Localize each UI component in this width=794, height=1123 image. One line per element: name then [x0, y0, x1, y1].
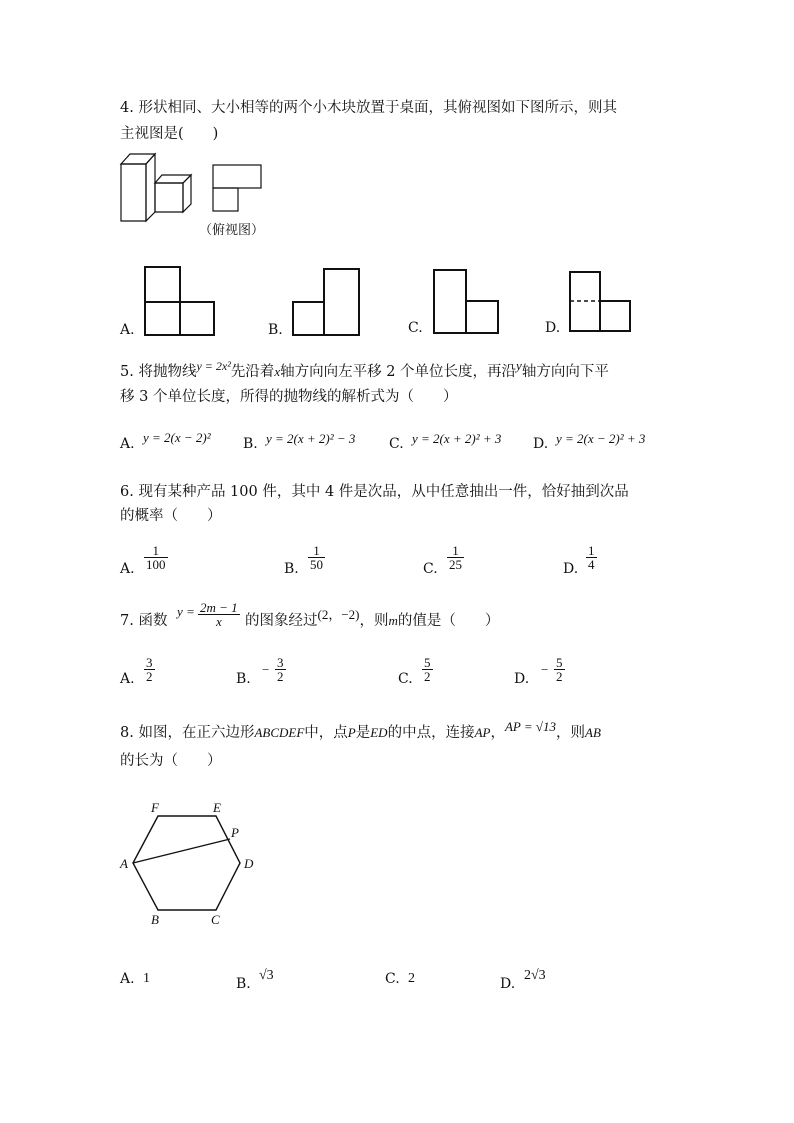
q5-text-2: 先沿着	[230, 364, 275, 380]
q7-line1-rest	[245, 607, 500, 631]
q7-option-c-fraction[interactable]	[422, 656, 433, 683]
q4-option-d-label[interactable]: D.	[545, 320, 561, 336]
q7-option-b-sign: −	[262, 662, 270, 677]
q5-option-b-label[interactable]: B.	[243, 436, 258, 452]
q6-option-a-num: 1	[144, 544, 168, 558]
q4-option-c-figure[interactable]	[431, 268, 501, 336]
q6-option-b-num: 1	[308, 544, 325, 558]
q7-option-b-num: 3	[277, 655, 284, 670]
q5-option-d-label[interactable]: D.	[533, 436, 549, 452]
q8-text-3: 是	[355, 725, 371, 741]
q4-top-view-caption: （俯视图）	[199, 223, 265, 238]
q6-option-b-fraction[interactable]	[308, 544, 325, 571]
q8-option-c-label[interactable]: C.	[385, 971, 400, 987]
q8-option-b-value[interactable]: √3	[259, 968, 274, 983]
q5-option-c-label[interactable]: C.	[389, 436, 404, 452]
q7-m-var: m	[388, 613, 398, 628]
q4-option-d-figure[interactable]	[568, 270, 634, 334]
q6-option-d-num: 1	[588, 543, 595, 558]
q6-option-c-den: 25	[449, 557, 462, 572]
q6-option-c-num: 1	[447, 544, 464, 558]
q8-text-2: 中，点	[304, 725, 348, 741]
q5-line1	[120, 358, 609, 382]
q8-ap-equation: AP = √13	[504, 719, 557, 734]
q7-option-a-fraction[interactable]	[144, 656, 155, 683]
q7-option-d-label[interactable]: D.	[514, 671, 530, 687]
q8-text-4: 的中点，连接	[387, 725, 475, 741]
q5-text-1: 5. 将抛物线	[120, 364, 197, 380]
q8-label-c: C	[211, 912, 220, 927]
q6-line2: 的概率（ ）	[120, 508, 222, 524]
q7-func-lhs: y =	[177, 604, 195, 619]
q7-option-d-den: 2	[556, 669, 563, 684]
q6-option-b-den: 50	[310, 557, 323, 572]
q6-option-a-fraction[interactable]	[144, 544, 168, 571]
q8-hexagon-name: ABCDEF	[254, 725, 305, 740]
q5-option-a-expr[interactable]: y = 2(x − 2)²	[143, 430, 211, 445]
q6-option-c-label[interactable]: C.	[423, 561, 438, 577]
q6-option-d-label[interactable]: D.	[563, 561, 579, 577]
q4-option-a-figure[interactable]	[143, 265, 217, 338]
q8-text-1: 8. 如图，在正六边形	[120, 725, 255, 741]
q8-option-d-value[interactable]: 2√3	[524, 968, 546, 983]
q7-func-num: 2m − 1	[200, 600, 238, 615]
q7-option-d-sign: −	[541, 662, 549, 677]
q8-ed-var: ED	[370, 725, 388, 740]
q5-option-b-expr[interactable]: y = 2(x + 2)² − 3	[266, 431, 356, 446]
q8-option-a-label[interactable]: A.	[120, 971, 135, 987]
q8-label-b: B	[151, 912, 159, 927]
q4-option-c-label[interactable]: C.	[408, 320, 423, 336]
q8-line2: 的长为（ ）	[120, 753, 222, 769]
q4-line2: 主视图是( )	[120, 126, 219, 142]
q7-option-c-num: 5	[424, 655, 431, 670]
q7-option-c-label[interactable]: C.	[398, 671, 413, 687]
q5-text-3: 轴方向向左平移 2 个单位长度，再沿	[280, 364, 517, 380]
q7-option-c-den: 2	[424, 669, 431, 684]
q8-label-a: A	[120, 856, 128, 871]
q4-option-b-label[interactable]: B.	[268, 322, 283, 338]
q8-label-e: E	[213, 800, 221, 815]
q5-option-c-expr[interactable]: y = 2(x + 2)² + 3	[412, 431, 502, 446]
q8-label-f: F	[151, 800, 159, 815]
q5-option-a-label[interactable]: A.	[120, 436, 135, 452]
q7-option-b-label[interactable]: B.	[236, 671, 251, 687]
q7-point: (2，−2)	[317, 607, 360, 622]
q5-x-var: x	[274, 364, 281, 379]
q5-y-var: y	[516, 358, 522, 373]
q7-func-fraction	[198, 601, 240, 628]
q8-hexagon-figure	[116, 798, 266, 932]
q7-option-a-den: 2	[146, 669, 153, 684]
q6-option-d-fraction[interactable]	[586, 544, 597, 571]
q7-option-a-label[interactable]: A.	[120, 671, 135, 687]
q7-option-a-num: 3	[146, 655, 153, 670]
q8-segment-ap	[133, 839, 230, 863]
q7-option-b-fraction[interactable]	[275, 656, 286, 683]
q6-option-a-den: 100	[146, 557, 166, 572]
q7-option-b-den: 2	[277, 669, 284, 684]
q4-option-a-label[interactable]: A.	[120, 322, 135, 338]
q8-option-a-value[interactable]: 1	[143, 971, 150, 986]
q8-line1	[120, 719, 601, 743]
q8-ap-var: AP	[474, 725, 491, 740]
q8-option-c-value[interactable]: 2	[408, 971, 415, 986]
q5-equation: y = 2x²	[196, 359, 231, 373]
q8-text-6: ，则	[556, 725, 586, 741]
q8-p-var: P	[347, 725, 356, 740]
q8-label-d: D	[244, 856, 254, 871]
q8-option-b-label[interactable]: B.	[236, 976, 251, 992]
q6-option-d-den: 4	[588, 557, 595, 572]
q7-option-d-fraction[interactable]	[554, 656, 565, 683]
q8-text-5: ，	[490, 725, 505, 741]
q8-hexagon-shape	[133, 816, 240, 910]
q6-option-c-fraction[interactable]	[447, 544, 464, 571]
q4-line1: 4. 形状相同、大小相等的两个小木块放置于桌面，其俯视图如下图所示，则其	[120, 100, 617, 116]
q6-option-a-label[interactable]: A.	[120, 561, 135, 577]
q8-ab-var: AB	[585, 725, 601, 740]
q8-label-p: P	[231, 825, 239, 840]
q5-line2: 移 3 个单位长度，所得的抛物线的解析式为（ ）	[120, 389, 458, 405]
q6-option-b-label[interactable]: B.	[284, 561, 299, 577]
q7-text-4: 的值是（ ）	[397, 613, 500, 629]
q6-line1: 6. 现有某种产品 100 件，其中 4 件是次品，从中任意抽出一件，恰好抽到次品	[120, 484, 629, 500]
q5-text-4: 轴方向向下平	[521, 364, 609, 380]
q7-text-3: ，则	[359, 613, 389, 629]
q7-func-den: x	[215, 614, 222, 629]
q7-text-1: 7. 函数	[120, 613, 168, 629]
q4-option-b-figure[interactable]	[291, 267, 363, 337]
q7-option-d-num: 5	[556, 655, 563, 670]
q8-option-d-label[interactable]: D.	[500, 976, 516, 992]
q5-option-d-expr[interactable]: y = 2(x − 2)² + 3	[556, 431, 646, 446]
q7-text-2: 的图象经过	[245, 613, 318, 629]
q4-top-view-figure	[211, 162, 263, 214]
q4-blocks-3d-figure	[118, 152, 198, 224]
